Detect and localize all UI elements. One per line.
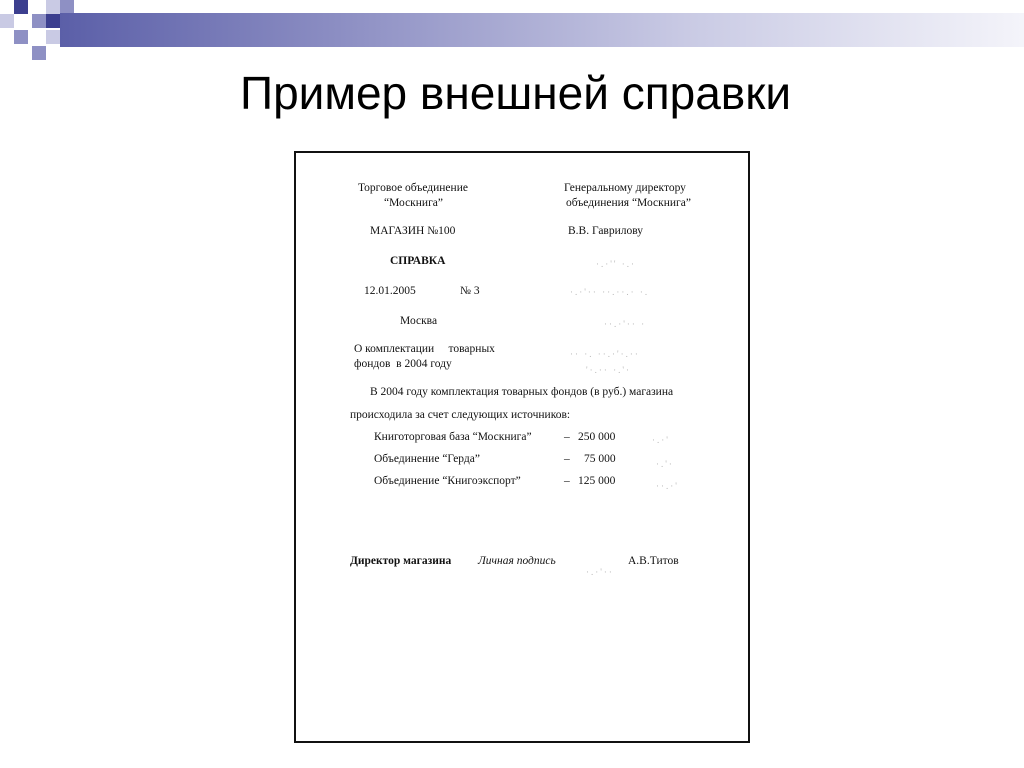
source-amount: 250 000 bbox=[578, 431, 616, 443]
scan-noise: '·.·· ·.'· bbox=[586, 365, 631, 375]
scan-noise: ··.·'·· · bbox=[604, 319, 647, 329]
source-name: Объединение “Книгоэкспорт” bbox=[374, 475, 521, 487]
document-number: № 3 bbox=[460, 285, 480, 297]
deco-square bbox=[32, 14, 46, 28]
source-amount: 75 000 bbox=[584, 453, 616, 465]
deco-square bbox=[46, 14, 60, 28]
sender-org-line1: Торговое объединение bbox=[358, 182, 468, 194]
scan-noise: ··.·' bbox=[656, 481, 679, 491]
document-place: Москва bbox=[400, 315, 438, 327]
header-gradient-bar bbox=[60, 13, 1024, 47]
recipient-line2: объединения “Москнига” bbox=[566, 197, 691, 209]
deco-square bbox=[14, 30, 28, 44]
deco-square bbox=[46, 0, 60, 14]
deco-square bbox=[46, 30, 60, 44]
document-date: 12.01.2005 bbox=[364, 285, 416, 297]
scan-noise: ·.·'·· bbox=[586, 567, 614, 577]
scan-noise: ·.'· bbox=[656, 459, 674, 469]
source-dash: – bbox=[564, 431, 570, 443]
sender-org-line2: “Москнига” bbox=[384, 197, 444, 209]
signature-position: Директор магазина bbox=[350, 555, 452, 567]
deco-square bbox=[32, 46, 46, 60]
document-scan bbox=[294, 151, 750, 743]
document-type: СПРАВКА bbox=[390, 255, 446, 267]
subject-line1: О комплектации товарных bbox=[354, 343, 495, 355]
source-name: Объединение “Герда” bbox=[374, 453, 480, 465]
scan-noise: ·.·'' ·.· bbox=[596, 259, 636, 269]
body-line1: В 2004 году комплектация товарных фондов (в руб.) магазина bbox=[370, 386, 674, 398]
signature-sign: Личная подпись bbox=[478, 555, 556, 567]
slide-title: Пример внешней справки bbox=[240, 67, 792, 119]
signature-name: А.В.Титов bbox=[628, 555, 679, 567]
deco-square bbox=[14, 0, 28, 14]
recipient-name: В.В. Гаврилову bbox=[568, 225, 644, 237]
source-dash: – bbox=[564, 453, 570, 465]
source-dash: – bbox=[564, 475, 570, 487]
deco-square bbox=[60, 0, 74, 14]
deco-square bbox=[0, 14, 14, 28]
scan-noise: ·.·' bbox=[652, 435, 670, 445]
body-line2: происходила за счет следующих источников: bbox=[350, 409, 571, 421]
source-amount: 125 000 bbox=[578, 475, 616, 487]
scan-noise: ·.·'·· ··.··.· ·. bbox=[570, 287, 650, 297]
recipient-line1: Генеральному директору bbox=[564, 182, 686, 194]
subject-line2: фондов в 2004 году bbox=[354, 358, 452, 370]
source-name: Книготорговая база “Москнига” bbox=[374, 431, 532, 443]
scan-noise: ·· ·. ··.·'·.·· bbox=[570, 349, 640, 359]
sender-unit: МАГАЗИН №100 bbox=[370, 225, 456, 237]
